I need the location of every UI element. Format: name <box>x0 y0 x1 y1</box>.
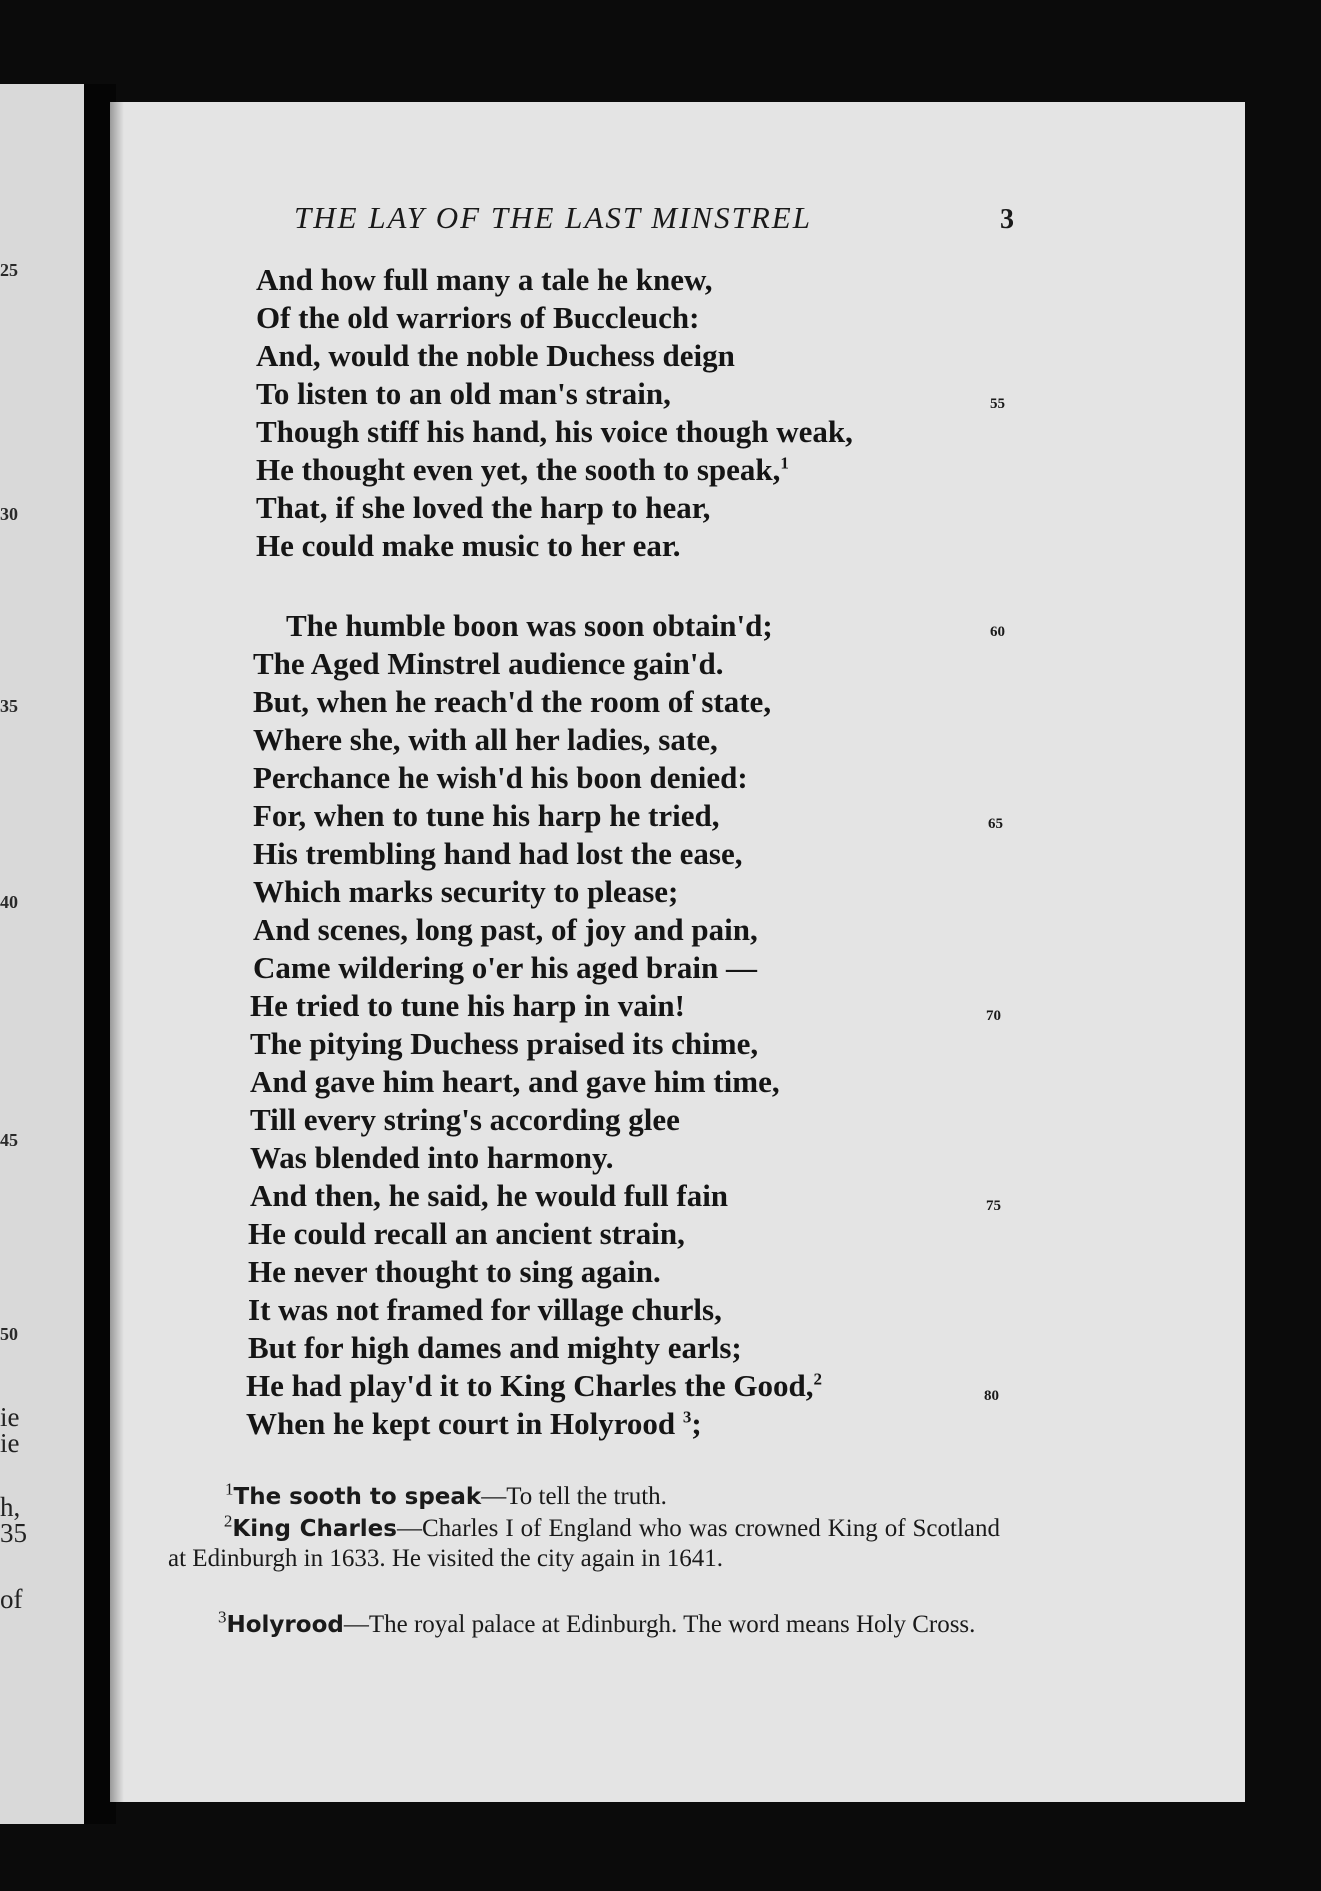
left-text-fragment: ie <box>0 1428 20 1458</box>
verse-line: Till every string's according glee <box>250 1102 680 1137</box>
left-line-number: 35 <box>0 696 18 716</box>
left-line-number: 40 <box>0 892 18 912</box>
left-text-fragment: of <box>0 1584 23 1614</box>
footnote-term: Holyrood <box>226 1612 344 1638</box>
left-line-number: 30 <box>0 504 18 524</box>
footnote-ref: 3 <box>682 1407 692 1427</box>
line-number: 80 <box>984 1388 999 1404</box>
left-text-fragment: 35 <box>0 1518 27 1548</box>
running-head: THE LAY OF THE LAST MINSTREL <box>294 200 812 235</box>
left-line-number: 25 <box>0 260 18 280</box>
footnote-2: $^2$King Charles—Charles I of England who was crowned King of Scotland at Edinburgh in 1633. He visited the city again in 1641. <box>168 1511 1000 1572</box>
verse-line: And, would the noble Duchess deign <box>256 338 735 373</box>
verse-line: Of the old warriors of Buccleuch: <box>256 300 700 335</box>
left-line-number: 45 <box>0 1130 18 1150</box>
line-number: 60 <box>990 624 1005 640</box>
left-line-number: 50 <box>0 1324 18 1344</box>
verse-line: Perchance he wish'd his boon denied: <box>253 760 748 795</box>
verse-line: Came wildering o'er his aged brain — <box>253 950 758 985</box>
verse-line: And scenes, long past, of joy and pain, <box>253 912 758 947</box>
footnote-term: King Charles <box>232 1516 397 1542</box>
left-text-fragment: h, <box>0 1492 21 1522</box>
verse-line: He never thought to sing again. <box>248 1254 661 1289</box>
verse-line: Though stiff his hand, his voice though weak, <box>256 414 853 449</box>
verse-line: But for high dames and mighty earls; <box>248 1330 742 1365</box>
footnote-term: The sooth to speak <box>233 1484 482 1510</box>
verse-line: The humble boon was soon obtain'd; <box>286 608 773 643</box>
verse-line: His trembling hand had lost the ease, <box>253 836 743 871</box>
verse-line: Which marks security to please; <box>253 874 679 909</box>
verse-line: To listen to an old man's strain, <box>256 376 671 411</box>
footnote-3: $^3$Holyrood—The royal palace at Edinburgh. The word means Holy Cross. <box>218 1607 976 1638</box>
verse-line: That, if she loved the harp to hear, <box>256 490 711 525</box>
verse-line: And how full many a tale he knew, <box>256 262 713 297</box>
footnote-ref: 1 <box>780 453 789 473</box>
line-number: 70 <box>986 1008 1001 1024</box>
verse-line: And then, he said, he would full fain <box>250 1178 729 1213</box>
verse-line: He thought even yet, the sooth to speak,$^1$ <box>256 452 789 487</box>
verse-line: For, when to tune his harp he tried, <box>253 798 720 833</box>
line-number: 55 <box>990 396 1005 412</box>
verse-line: Was blended into harmony. <box>250 1140 614 1175</box>
verse-line: The pitying Duchess praised its chime, <box>250 1026 759 1061</box>
footnote-1: $^1$The sooth to speak—To tell the truth. <box>225 1479 667 1510</box>
verse-line: He could make music to her ear. <box>256 528 681 563</box>
verse-line: When he kept court in Holyrood $^3$; <box>246 1406 702 1441</box>
verse-line: It was not framed for village churls, <box>248 1292 722 1327</box>
verse-line: The Aged Minstrel audience gain'd. <box>253 646 724 681</box>
line-number: 65 <box>988 816 1003 832</box>
footnote-ref: 2 <box>813 1369 823 1389</box>
previous-page-fragment <box>0 84 84 1824</box>
line-number: 75 <box>986 1198 1001 1214</box>
verse-line: He could recall an ancient strain, <box>248 1216 685 1251</box>
book-page <box>110 102 1245 1802</box>
page-gutter-shadow <box>110 102 124 1802</box>
verse-line: Where she, with all her ladies, sate, <box>253 722 718 757</box>
verse-line: He had play'd it to King Charles the Good,$^2$ <box>246 1368 823 1403</box>
verse-line: He tried to tune his harp in vain! <box>250 988 685 1023</box>
verse-line: But, when he reach'd the room of state, <box>253 684 772 719</box>
page-number: 3 <box>1000 204 1014 235</box>
left-text-fragment: ie <box>0 1402 20 1432</box>
verse-line: And gave him heart, and gave him time, <box>250 1064 780 1099</box>
